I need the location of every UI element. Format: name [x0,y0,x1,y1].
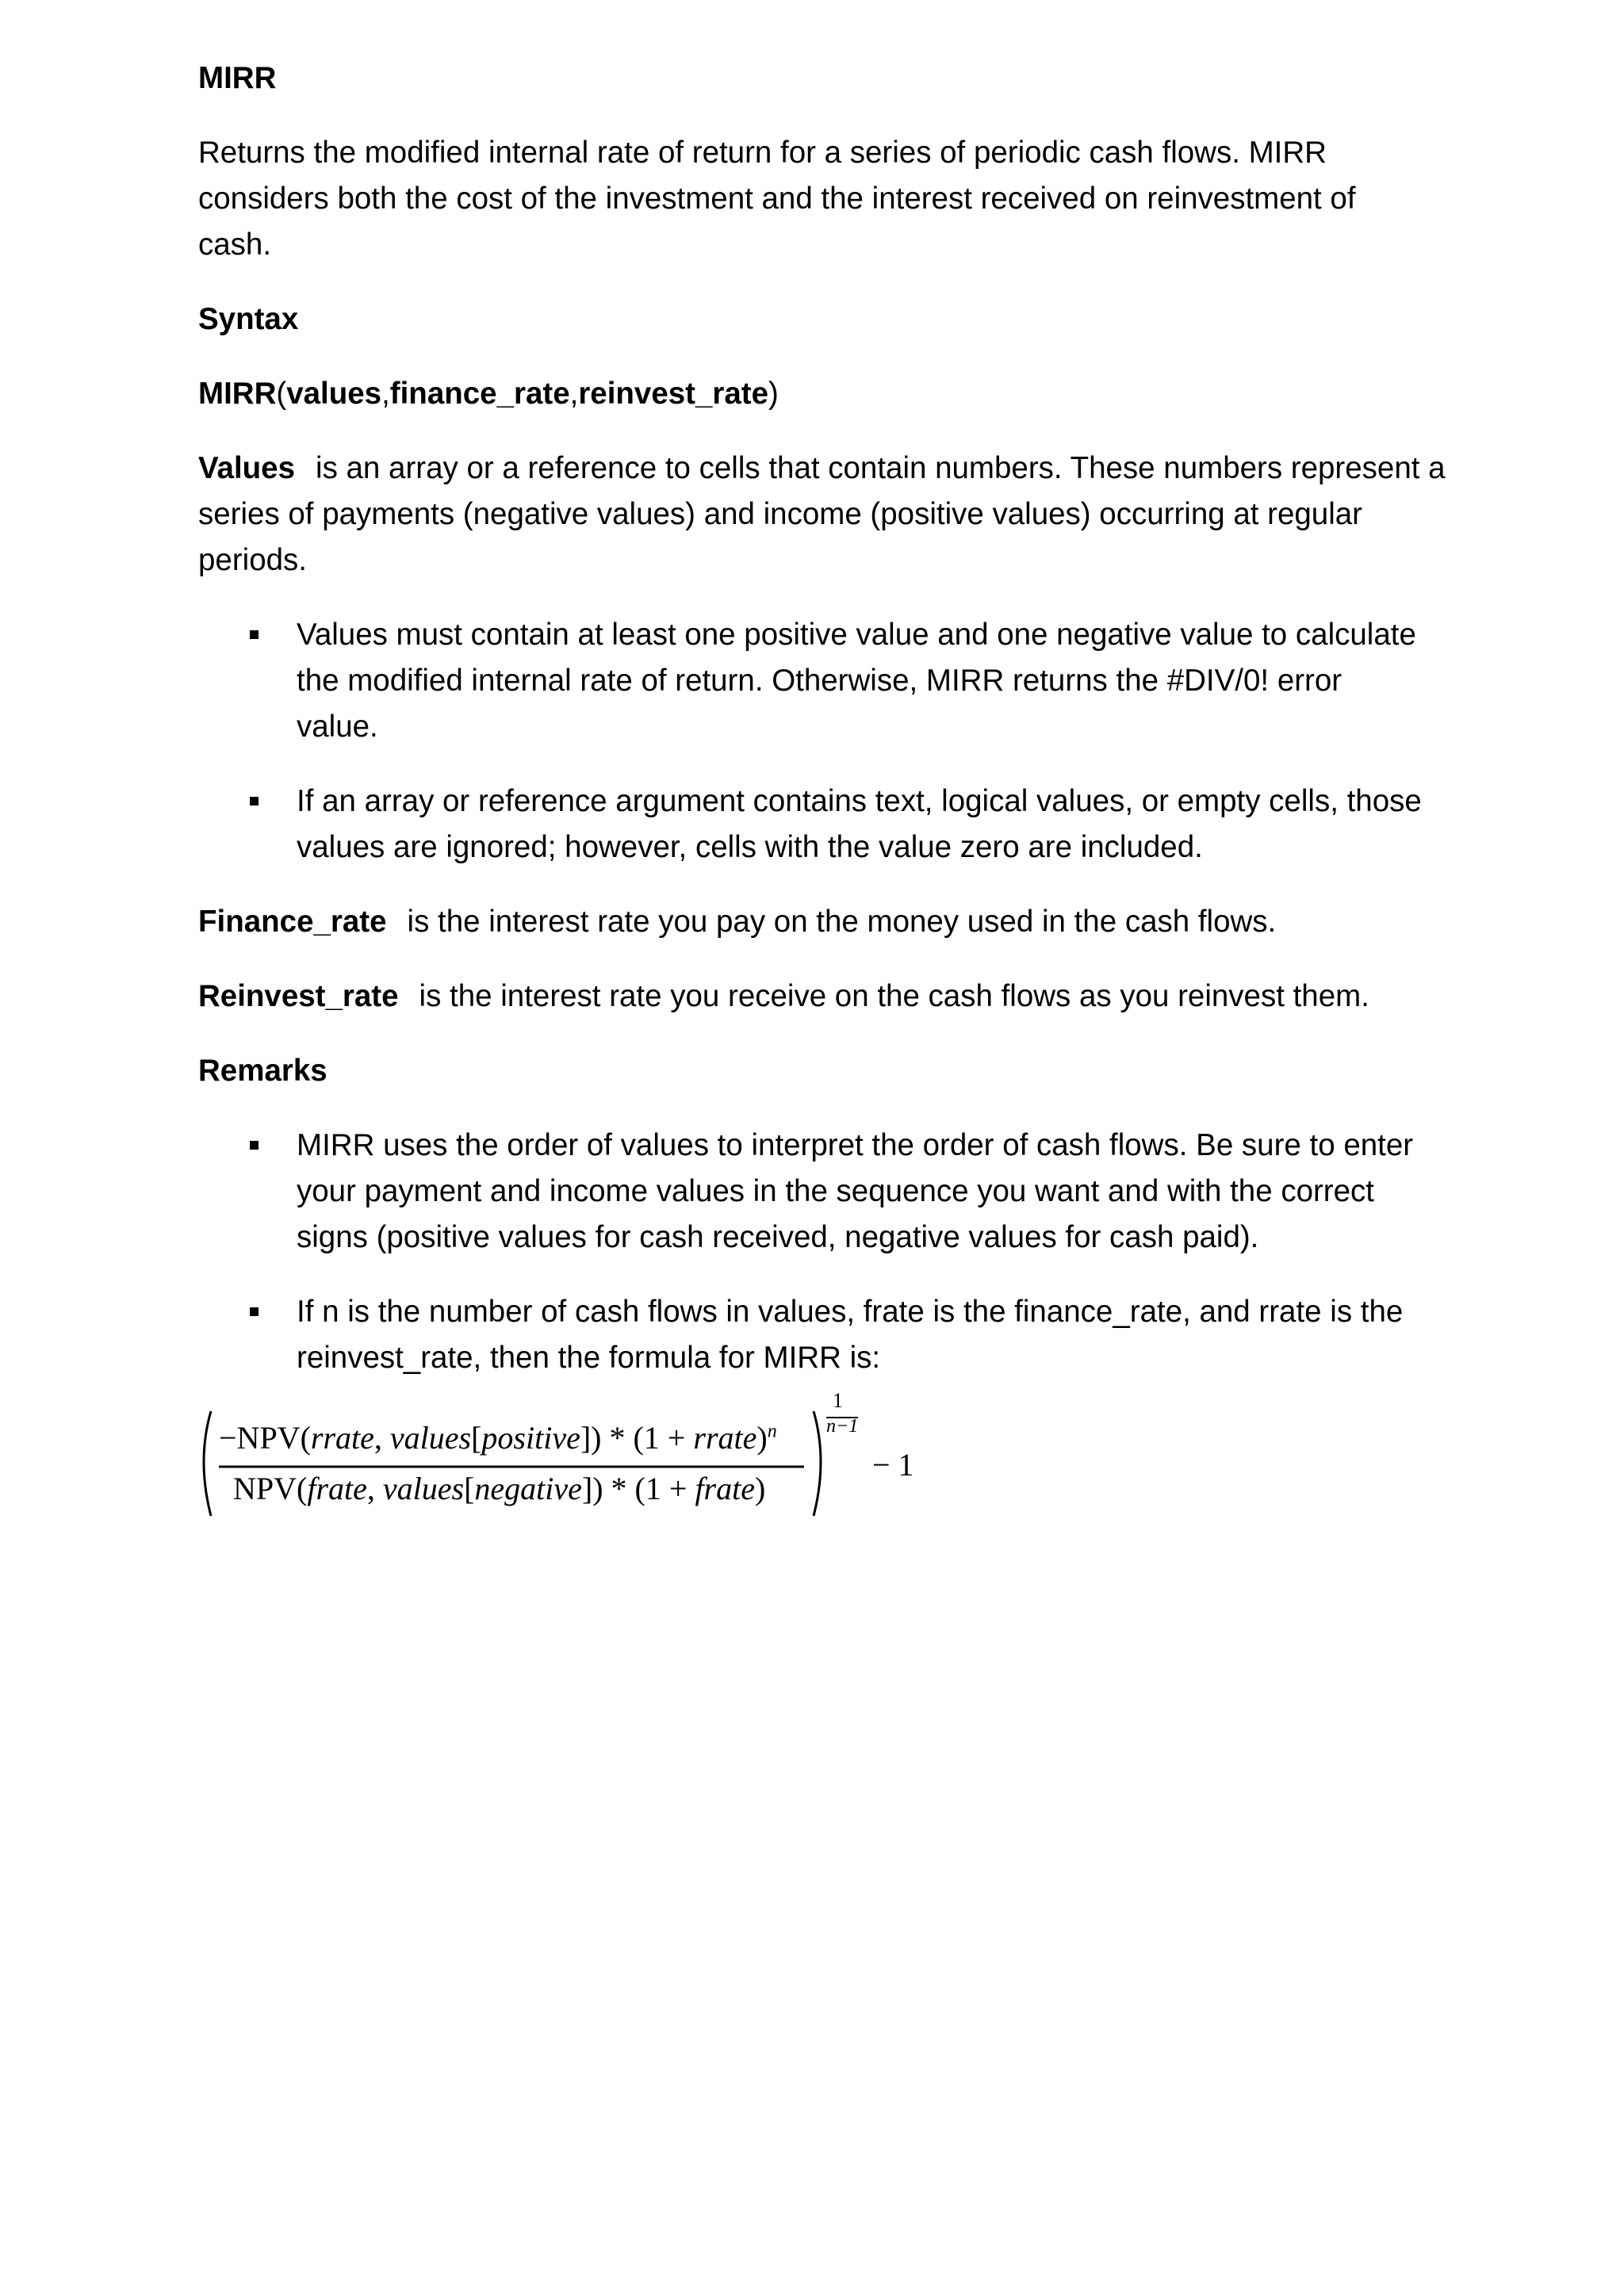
syntax-signature [198,371,779,417]
values-bullet-1-line-2: the modified internal rate of return. Otherwise, MIRR returns the #DIV/0! error [297,664,1342,698]
num-rrate: rrate [310,1420,374,1456]
finance-rate-arg [198,899,1276,945]
values-description-1: is an array or a reference to cells that contain numbers. These numbers represent a [316,451,1446,485]
values-bullet-1-line-1: Values must contain at least one positive value and one negative value to calculate [297,618,1416,652]
remarks-bullet-2-line-2: reinvest_rate, then the formula for MIRR is: [297,1341,881,1375]
remarks-bullet-1-line-2: your payment and income values in the sequence you want and with the correct [297,1174,1374,1208]
bullet-marker [250,1307,259,1316]
intro-line-1: Returns the modified internal rate of return for a series of periodic cash flows. MIRR [198,136,1327,170]
reinvest-rate-arg [198,974,1369,1020]
left-paren [204,1411,211,1516]
exponent-numerator: 1 [833,1389,843,1412]
syntax-arg-finance-rate: finance_rate [389,377,570,411]
den-suffix: ]) * (1 + [581,1471,695,1506]
den-npv: NPV( [233,1471,308,1506]
remarks-bullet-1-line-1: MIRR uses the order of values to interpret the order of cash flows. Be sure to enter [297,1128,1414,1162]
values-arg-line-1 [198,446,1446,492]
num-exponent-n: n [767,1421,777,1442]
finance-rate-term: Finance_rate [198,905,387,939]
bullet-marker [250,1141,259,1150]
intro-line-2: considers both the cost of the investment and the interest received on reinvestment of [198,182,1356,216]
finance-rate-description: is the interest rate you pay on the money used in the cash flows. [407,905,1277,939]
right-paren [814,1411,821,1516]
syntax-arg-reinvest-rate: reinvest_rate [578,377,769,411]
values-arg-line-3: periods. [198,543,307,577]
syntax-close-paren: ) [768,377,779,411]
den-comma: , [366,1471,383,1506]
reinvest-rate-term: Reinvest_rate [198,979,399,1013]
num-npv: −NPV( [219,1420,311,1456]
num-positive: positive [481,1420,580,1456]
values-term: Values [198,451,296,485]
num-values: values [389,1420,472,1456]
formula-minus-one: − 1 [872,1447,914,1483]
values-bullet-1-line-3: value. [297,710,378,744]
formula-brackets [195,1397,909,1532]
formula-denominator [233,1470,765,1507]
remarks-bullet-2-line-1: If n is the number of cash flows in values, frate is the finance_rate, and rrate is the [297,1295,1404,1329]
num-rrate-2: rrate [693,1420,757,1456]
values-bullet-2-line-2: values are ignored; however, cells with the value zero are included. [297,830,1203,864]
syntax-open-paren: ( [276,377,287,411]
den-bracket: [ [464,1471,475,1506]
syntax-comma-2: , [569,377,579,411]
values-arg-line-2: series of payments (negative values) and income (positive values) occurring at regular [198,497,1362,531]
bullet-marker [250,797,259,806]
bullet-marker [250,630,259,639]
values-bullet-2-line-1: If an array or reference argument contains text, logical values, or empty cells, those [297,784,1422,818]
den-frate: frate [307,1471,367,1506]
reinvest-rate-description: is the interest rate you receive on the cash flows as you reinvest them. [419,979,1369,1013]
syntax-function-name: MIRR [198,377,277,411]
den-values: values [382,1471,465,1506]
num-close: ) [756,1420,768,1456]
intro-line-3: cash. [198,228,272,262]
num-comma: , [373,1420,390,1456]
page-title: MIRR [198,61,277,95]
mirr-formula [195,1389,914,1532]
num-suffix: ]) * (1 + [580,1420,694,1456]
syntax-comma-1: , [381,377,390,411]
exponent-denominator: n−1 [826,1416,859,1437]
syntax-arg-values: values [286,377,382,411]
remarks-heading: Remarks [198,1054,327,1088]
num-bracket: [ [471,1420,482,1456]
formula-numerator [219,1419,777,1456]
den-close: ) [754,1471,766,1506]
den-negative: negative [474,1471,582,1506]
den-frate-2: frate [695,1471,755,1506]
syntax-heading: Syntax [198,302,299,336]
remarks-bullet-1-line-3: signs (positive values for cash received, negative values for cash paid). [297,1220,1259,1254]
